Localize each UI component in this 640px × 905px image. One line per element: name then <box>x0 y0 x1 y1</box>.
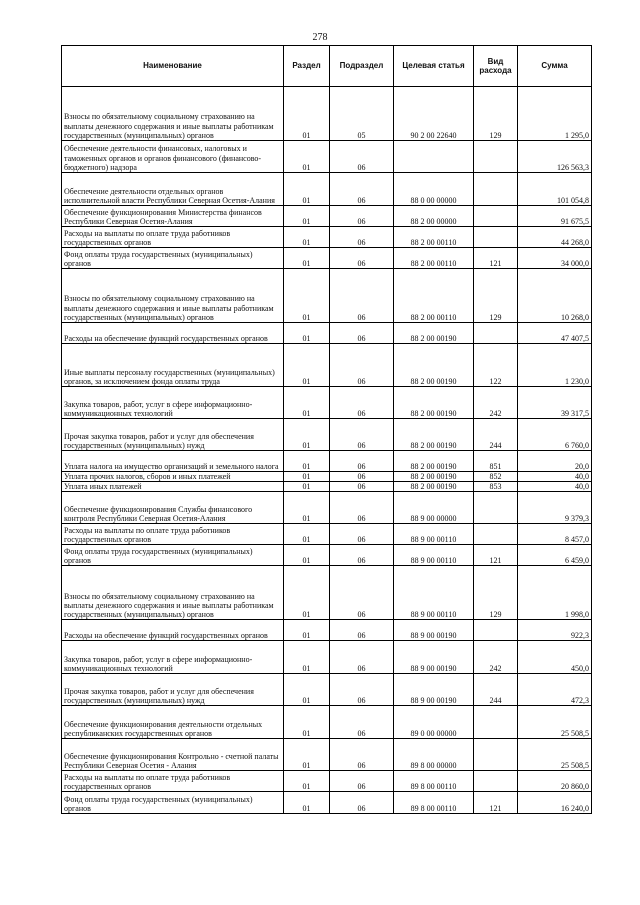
row-section: 01 <box>284 492 330 524</box>
row-section: 01 <box>284 771 330 792</box>
table-row <box>62 87 592 141</box>
row-amount: 450,0 <box>518 641 592 674</box>
row-target: 89 8 00 00000 <box>394 739 474 771</box>
row-amount: 16 240,0 <box>518 792 592 814</box>
row-amount: 44 268,0 <box>518 227 592 248</box>
table-row <box>62 739 592 771</box>
row-target <box>394 141 474 173</box>
row-subsection: 06 <box>330 482 394 492</box>
row-name: Фонд оплаты труда государственных (муниципальных) органов <box>62 545 284 566</box>
table-row <box>62 173 592 206</box>
row-name: Расходы на выплаты по оплате труда работников государственных органов <box>62 771 284 792</box>
row-section: 01 <box>284 482 330 492</box>
row-amount: 9 379,3 <box>518 492 592 524</box>
table-row <box>62 482 592 492</box>
row-expense-type: 121 <box>474 248 518 269</box>
row-name: Расходы на выплаты по оплате труда работников государственных органов <box>62 227 284 248</box>
row-target: 88 2 00 00190 <box>394 419 474 451</box>
row-amount: 10 268,0 <box>518 269 592 323</box>
row-amount: 91 675,5 <box>518 206 592 227</box>
table-row <box>62 674 592 706</box>
table-row <box>62 771 592 792</box>
row-section: 01 <box>284 545 330 566</box>
row-target: 89 0 00 00000 <box>394 706 474 739</box>
row-expense-type: 853 <box>474 482 518 492</box>
row-target: 88 9 00 00110 <box>394 566 474 620</box>
header-subsection: Подраздел <box>330 46 394 87</box>
row-name: Расходы на обеспечение функций государственных органов <box>62 323 284 344</box>
row-name: Обеспечение функционирования Службы финансового контроля Республики Северная Осетия-Алания <box>62 492 284 524</box>
row-subsection: 06 <box>330 419 394 451</box>
row-section: 01 <box>284 451 330 472</box>
row-amount: 6 760,0 <box>518 419 592 451</box>
row-subsection: 06 <box>330 472 394 482</box>
row-expense-type: 122 <box>474 344 518 387</box>
row-subsection: 06 <box>330 387 394 419</box>
table-header-row <box>62 46 592 87</box>
row-section: 01 <box>284 472 330 482</box>
row-subsection: 06 <box>330 620 394 641</box>
row-target: 88 9 00 00190 <box>394 641 474 674</box>
row-target: 88 9 00 00190 <box>394 620 474 641</box>
row-target: 88 9 00 00110 <box>394 524 474 545</box>
row-target: 88 9 00 00110 <box>394 545 474 566</box>
row-target: 88 2 00 00110 <box>394 269 474 323</box>
row-expense-type: 244 <box>474 674 518 706</box>
row-expense-type <box>474 771 518 792</box>
table-row <box>62 344 592 387</box>
row-name: Уплата иных платежей <box>62 482 284 492</box>
row-amount: 1 295,0 <box>518 87 592 141</box>
row-subsection: 06 <box>330 248 394 269</box>
row-expense-type: 851 <box>474 451 518 472</box>
row-amount: 20,0 <box>518 451 592 472</box>
table-row <box>62 419 592 451</box>
row-section: 01 <box>284 344 330 387</box>
row-target: 88 2 00 00190 <box>394 472 474 482</box>
row-subsection: 06 <box>330 227 394 248</box>
row-name: Прочая закупка товаров, работ и услуг для обеспечения государственных (муниципальных) нужд <box>62 419 284 451</box>
row-target: 88 2 00 00190 <box>394 387 474 419</box>
row-subsection: 05 <box>330 87 394 141</box>
row-amount: 40,0 <box>518 482 592 492</box>
row-section: 01 <box>284 419 330 451</box>
page-number: 278 <box>312 32 328 43</box>
header-target: Целевая статья <box>394 46 474 87</box>
row-expense-type <box>474 620 518 641</box>
row-target: 88 2 00 00190 <box>394 451 474 472</box>
row-amount: 25 508,5 <box>518 739 592 771</box>
row-amount: 25 508,5 <box>518 706 592 739</box>
row-subsection: 06 <box>330 141 394 173</box>
row-subsection: 06 <box>330 566 394 620</box>
row-name: Расходы на выплаты по оплате труда работников государственных органов <box>62 524 284 545</box>
row-section: 01 <box>284 620 330 641</box>
row-name: Расходы на обеспечение функций государственных органов <box>62 620 284 641</box>
row-expense-type: 121 <box>474 545 518 566</box>
table-row <box>62 706 592 739</box>
row-expense-type <box>474 141 518 173</box>
row-target: 88 2 00 00190 <box>394 482 474 492</box>
row-subsection: 06 <box>330 706 394 739</box>
row-amount: 6 459,0 <box>518 545 592 566</box>
row-expense-type <box>474 323 518 344</box>
header-name: Наименование <box>62 46 284 87</box>
row-expense-type <box>474 227 518 248</box>
row-section: 01 <box>284 739 330 771</box>
row-name: Обеспечение деятельности отдельных органов исполнительной власти Республики Северная Осетия-Алания <box>62 173 284 206</box>
row-target: 88 9 00 00190 <box>394 674 474 706</box>
table-row <box>62 524 592 545</box>
header-expense-type: Вид расхода <box>474 46 518 87</box>
row-section: 01 <box>284 792 330 814</box>
row-subsection: 06 <box>330 492 394 524</box>
row-name: Уплата прочих налогов, сборов и иных платежей <box>62 472 284 482</box>
row-expense-type <box>474 173 518 206</box>
table-row <box>62 641 592 674</box>
row-amount: 39 317,5 <box>518 387 592 419</box>
header-section: Раздел <box>284 46 330 87</box>
row-subsection: 06 <box>330 545 394 566</box>
row-subsection: 06 <box>330 674 394 706</box>
row-subsection: 06 <box>330 524 394 545</box>
row-amount: 472,3 <box>518 674 592 706</box>
row-expense-type <box>474 706 518 739</box>
table-row <box>62 206 592 227</box>
row-target: 90 2 00 22640 <box>394 87 474 141</box>
row-name: Прочая закупка товаров, работ и услуг для обеспечения государственных (муниципальных) нужд <box>62 674 284 706</box>
row-subsection: 06 <box>330 451 394 472</box>
table-row <box>62 451 592 472</box>
row-section: 01 <box>284 227 330 248</box>
row-name: Взносы по обязательному социальному страхованию на выплаты денежного содержания и иные выплаты работникам государственных (муниципальных) органов <box>62 269 284 323</box>
row-section: 01 <box>284 387 330 419</box>
row-expense-type <box>474 206 518 227</box>
row-name: Закупка товаров, работ, услуг в сфере информационно-коммуникационных технологий <box>62 641 284 674</box>
row-name: Обеспечение функционирования Контрольно - счетной палаты Республики Северная Осетия - Алания <box>62 739 284 771</box>
row-section: 01 <box>284 206 330 227</box>
row-section: 01 <box>284 641 330 674</box>
row-subsection: 06 <box>330 641 394 674</box>
table-row <box>62 248 592 269</box>
row-subsection: 06 <box>330 344 394 387</box>
row-amount: 47 407,5 <box>518 323 592 344</box>
row-amount: 1 230,0 <box>518 344 592 387</box>
budget-table <box>61 45 592 814</box>
table-row <box>62 792 592 814</box>
row-section: 01 <box>284 269 330 323</box>
row-subsection: 06 <box>330 771 394 792</box>
row-expense-type: 242 <box>474 387 518 419</box>
row-name: Взносы по обязательному социальному страхованию на выплаты денежного содержания и иные выплаты работникам государственных (муниципальных) органов <box>62 87 284 141</box>
table-row <box>62 323 592 344</box>
row-section: 01 <box>284 566 330 620</box>
table-row <box>62 472 592 482</box>
table-row <box>62 227 592 248</box>
row-target: 89 8 00 00110 <box>394 771 474 792</box>
row-expense-type: 852 <box>474 472 518 482</box>
row-expense-type: 129 <box>474 87 518 141</box>
row-section: 01 <box>284 524 330 545</box>
row-target: 88 2 00 00190 <box>394 344 474 387</box>
table-row <box>62 387 592 419</box>
table-row <box>62 566 592 620</box>
row-amount: 1 998,0 <box>518 566 592 620</box>
row-name: Фонд оплаты труда государственных (муниципальных) органов <box>62 248 284 269</box>
row-name: Обеспечение функционирования Министерства финансов Республики Северная Осетия-Алания <box>62 206 284 227</box>
table-row <box>62 141 592 173</box>
row-target: 88 2 00 00110 <box>394 248 474 269</box>
row-expense-type: 244 <box>474 419 518 451</box>
row-name: Уплата налога на имущество организаций и земельного налога <box>62 451 284 472</box>
row-section: 01 <box>284 674 330 706</box>
row-expense-type <box>474 524 518 545</box>
row-section: 01 <box>284 141 330 173</box>
row-expense-type: 129 <box>474 269 518 323</box>
row-target: 88 2 00 00110 <box>394 227 474 248</box>
row-amount: 20 860,0 <box>518 771 592 792</box>
row-subsection: 06 <box>330 269 394 323</box>
row-subsection: 06 <box>330 206 394 227</box>
row-section: 01 <box>284 323 330 344</box>
row-target: 88 2 00 00190 <box>394 323 474 344</box>
row-name: Иные выплаты персоналу государственных (муниципальных) органов, за исключением фонда оплаты труда <box>62 344 284 387</box>
table-row <box>62 620 592 641</box>
row-subsection: 06 <box>330 173 394 206</box>
row-target: 88 9 00 00000 <box>394 492 474 524</box>
row-name: Фонд оплаты труда государственных (муниципальных) органов <box>62 792 284 814</box>
row-expense-type <box>474 492 518 524</box>
row-section: 01 <box>284 87 330 141</box>
row-amount: 126 563,3 <box>518 141 592 173</box>
row-subsection: 06 <box>330 739 394 771</box>
row-name: Закупка товаров, работ, услуг в сфере информационно-коммуникационных технологий <box>62 387 284 419</box>
row-name: Обеспечение функционирования деятельности отдельных республиканских государственных органов <box>62 706 284 739</box>
row-amount: 922,3 <box>518 620 592 641</box>
row-amount: 40,0 <box>518 472 592 482</box>
header-amount: Сумма <box>518 46 592 87</box>
row-target: 88 2 00 00000 <box>394 206 474 227</box>
row-section: 01 <box>284 248 330 269</box>
row-expense-type <box>474 739 518 771</box>
row-section: 01 <box>284 706 330 739</box>
row-amount: 34 000,0 <box>518 248 592 269</box>
table-row <box>62 545 592 566</box>
table-row <box>62 269 592 323</box>
row-expense-type: 242 <box>474 641 518 674</box>
table-body <box>62 87 592 814</box>
row-name: Обеспечение деятельности финансовых, налоговых и таможенных органов и органов финансового (финансово-бюджетного) надзора <box>62 141 284 173</box>
row-amount: 8 457,0 <box>518 524 592 545</box>
row-amount: 101 054,8 <box>518 173 592 206</box>
row-target: 89 8 00 00110 <box>394 792 474 814</box>
row-name: Взносы по обязательному социальному страхованию на выплаты денежного содержания и иные выплаты работникам государственных (муниципальных) органов <box>62 566 284 620</box>
row-subsection: 06 <box>330 792 394 814</box>
row-subsection: 06 <box>330 323 394 344</box>
row-target: 88 0 00 00000 <box>394 173 474 206</box>
table-row <box>62 492 592 524</box>
row-expense-type: 129 <box>474 566 518 620</box>
row-section: 01 <box>284 173 330 206</box>
row-expense-type: 121 <box>474 792 518 814</box>
